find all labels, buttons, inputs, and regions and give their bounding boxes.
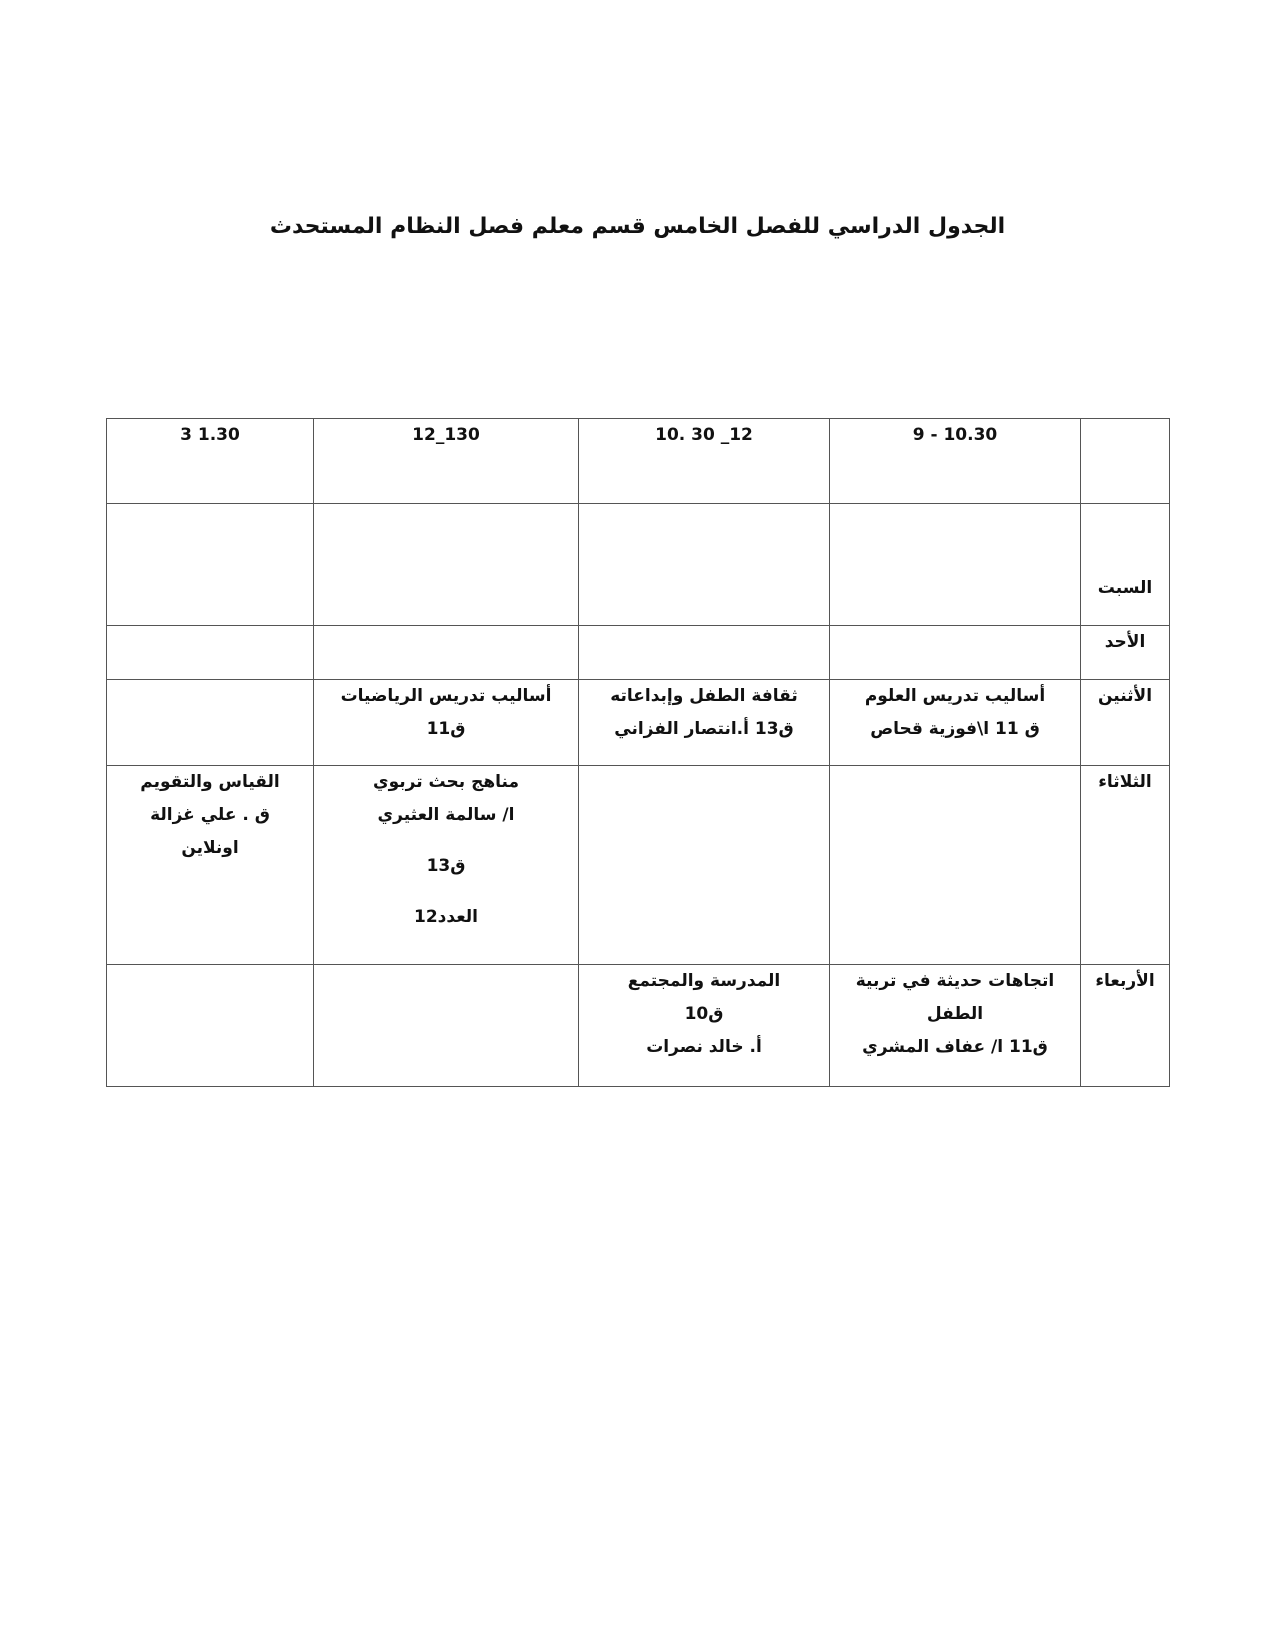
course-teacher: ق . علي غزالة xyxy=(150,805,270,825)
wednesday-slot-2 xyxy=(579,965,830,1087)
course-name: اتجاهات حديثة في تربية xyxy=(855,971,1055,991)
tuesday-slot-2 xyxy=(579,766,830,965)
time-slot-3: 12_130 xyxy=(412,425,480,445)
course-name: أساليب تدريس الرياضيات xyxy=(340,686,552,706)
sunday-row xyxy=(107,626,1170,680)
course-count: العدد12 xyxy=(413,907,479,927)
course-room: ق13 xyxy=(426,856,466,876)
saturday-slot-2 xyxy=(579,504,830,626)
tuesday-slot-1 xyxy=(830,766,1081,965)
course-name: أساليب تدريس العلوم xyxy=(864,686,1046,706)
day-label-sunday: الأحد xyxy=(1081,626,1170,680)
day-label-saturday: السبت xyxy=(1081,504,1170,626)
course-room-teacher: ق13 أ.انتصار الفزاني xyxy=(614,719,794,739)
schedule-table xyxy=(106,418,1170,1087)
time-slot-2-cell xyxy=(579,419,830,504)
corner-cell xyxy=(1081,419,1170,504)
day-label-wednesday: الأربعاء xyxy=(1081,965,1170,1087)
page-title: الجدول الدراسي للفصل الخامس قسم معلم فصل النظام المستحدث xyxy=(269,214,1006,239)
time-slot-2: 10. 30 _12 xyxy=(655,425,753,445)
sunday-slot-1 xyxy=(830,626,1081,680)
course-room-teacher: ق 11 ا\فوزية قحاص xyxy=(870,719,1040,739)
course-room: ق11 xyxy=(426,719,466,739)
course-name-cont: الطفل xyxy=(926,1004,984,1024)
wednesday-row xyxy=(107,965,1170,1087)
course-room-teacher: ق11 ا/ عفاف المشري xyxy=(862,1037,1048,1057)
tuesday-slot-3 xyxy=(314,766,579,965)
sunday-slot-3 xyxy=(314,626,579,680)
saturday-slot-4 xyxy=(107,504,314,626)
course-teacher: ا/ سالمة العثيري xyxy=(377,805,515,825)
time-slot-1: 9 - 10.30 xyxy=(912,425,998,445)
course-name: القياس والتقويم xyxy=(140,772,280,792)
monday-slot-2 xyxy=(579,680,830,766)
monday-slot-4 xyxy=(107,680,314,766)
time-slot-3-cell xyxy=(314,419,579,504)
monday-row xyxy=(107,680,1170,766)
tuesday-slot-4 xyxy=(107,766,314,965)
day-label-tuesday: الثلاثاء xyxy=(1081,766,1170,965)
time-slot-1-cell xyxy=(830,419,1081,504)
header-row xyxy=(107,419,1170,504)
wednesday-slot-4 xyxy=(107,965,314,1087)
course-name: المدرسة والمجتمع xyxy=(627,971,781,991)
saturday-row xyxy=(107,504,1170,626)
day-label-monday: الأثنين xyxy=(1081,680,1170,766)
course-teacher: أ. خالد نصرات xyxy=(646,1037,762,1057)
course-mode: اونلاين xyxy=(181,838,239,858)
monday-slot-3 xyxy=(314,680,579,766)
tuesday-row xyxy=(107,766,1170,965)
saturday-slot-1 xyxy=(830,504,1081,626)
time-slot-4-cell xyxy=(107,419,314,504)
wednesday-slot-1 xyxy=(830,965,1081,1087)
course-name: ثقافة الطفل وإبداعاته xyxy=(610,686,798,706)
wednesday-slot-3 xyxy=(314,965,579,1087)
course-room: ق10 xyxy=(684,1004,724,1024)
monday-slot-1 xyxy=(830,680,1081,766)
time-slot-4: 3 1.30 xyxy=(180,425,240,445)
sunday-slot-4 xyxy=(107,626,314,680)
course-name: مناهج بحث تربوي xyxy=(373,772,519,792)
sunday-slot-2 xyxy=(579,626,830,680)
saturday-slot-3 xyxy=(314,504,579,626)
